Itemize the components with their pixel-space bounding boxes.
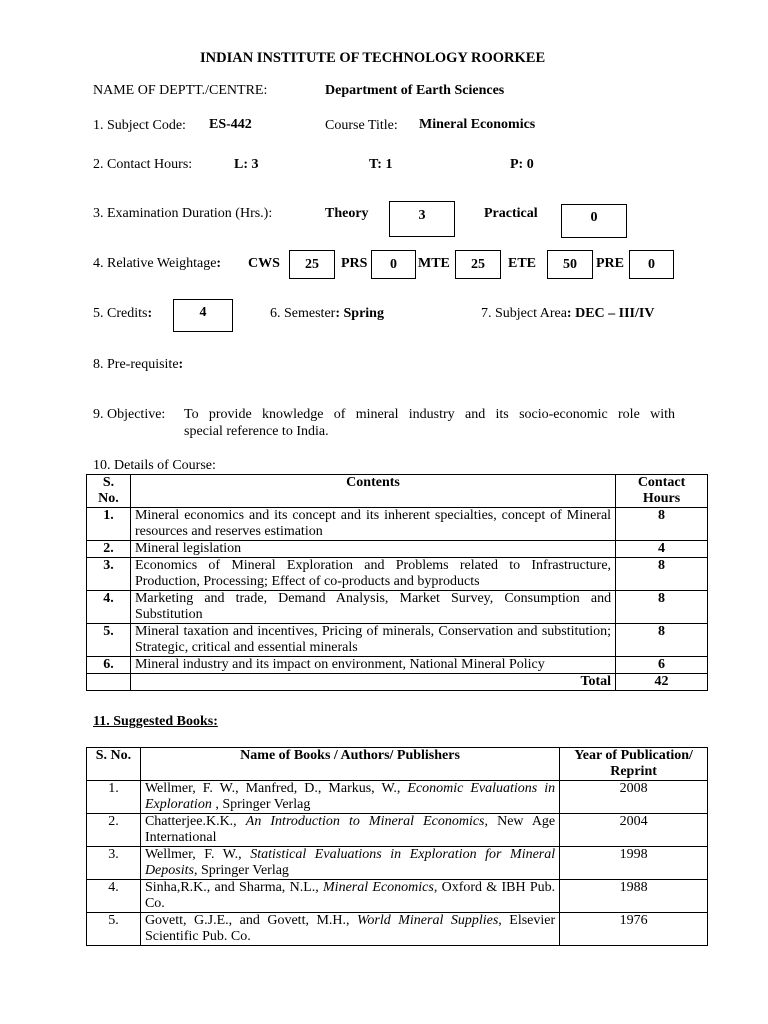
book-authors: Wellmer, F. W., Manfred, D., Markus, W., bbox=[144, 781, 408, 796]
row-content: Mineral industry and its impact on environment, National Mineral Policy bbox=[130, 657, 615, 674]
book-sno: 2. bbox=[87, 814, 141, 847]
pre-box: 0 bbox=[629, 250, 674, 279]
row-content: Mineral legislation bbox=[130, 541, 615, 558]
semester-wrap: 6. Semester: Spring bbox=[270, 306, 384, 321]
weightage-label-wrap: 4. Relative Weightage: bbox=[93, 256, 222, 271]
book-authors: Wellmer, F. W., bbox=[144, 847, 251, 862]
objective-label: 9. Objective: bbox=[93, 407, 166, 422]
book-entry bbox=[140, 913, 559, 946]
row-sno: 6. bbox=[87, 657, 131, 674]
book-authors: Sinha,R.K., and Sharma, N.L., bbox=[144, 880, 324, 895]
subject-code-label: 1. Subject Code: bbox=[93, 118, 186, 133]
row-hours: 8 bbox=[616, 591, 708, 624]
dept-value: Department of Earth Sciences bbox=[325, 83, 505, 98]
credits-label-wrap: 5. Credits: bbox=[93, 306, 153, 321]
total-value: 42 bbox=[616, 674, 708, 691]
cws-label: CWS bbox=[248, 256, 280, 271]
total-empty bbox=[87, 674, 131, 691]
table-row bbox=[87, 558, 708, 591]
row-hours: 8 bbox=[616, 508, 708, 541]
practical-box: 0 bbox=[561, 204, 627, 238]
col-contents: Contents bbox=[130, 475, 615, 508]
table-row bbox=[87, 847, 708, 880]
contact-p: P: 0 bbox=[510, 157, 534, 172]
table-row bbox=[87, 781, 708, 814]
book-authors: Govett, G.J.E., and Govett, M.H., bbox=[144, 913, 358, 928]
cws-box: 25 bbox=[289, 250, 335, 279]
course-table bbox=[86, 474, 708, 691]
dept-label: NAME OF DEPTT./CENTRE: bbox=[93, 83, 268, 98]
book-entry bbox=[140, 781, 559, 814]
row-content: Mineral taxation and incentives, Pricing of minerals, Conservation and substitution; Strategic, critical and essential minerals bbox=[130, 624, 615, 657]
book-title: An Introduction to Mineral Economics bbox=[245, 814, 485, 829]
semester-label: 6. Semester bbox=[270, 306, 336, 321]
row-content: Economics of Mineral Exploration and Problems related to Infrastructure, Production, Processing; Effect of co-products and byproducts bbox=[130, 558, 615, 591]
course-details-heading: 10. Details of Course: bbox=[93, 458, 216, 473]
contact-hours-label: 2. Contact Hours: bbox=[93, 157, 193, 172]
table-row bbox=[87, 591, 708, 624]
book-year: 1998 bbox=[560, 847, 708, 880]
book-publisher: , Oxford & IBH Pub. Co. bbox=[144, 880, 556, 911]
objective-line2: special reference to India. bbox=[184, 424, 329, 439]
ete-label: ETE bbox=[508, 256, 537, 271]
row-sno: 5. bbox=[87, 624, 131, 657]
table-row bbox=[87, 814, 708, 847]
book-year: 1976 bbox=[560, 913, 708, 946]
book-title: Economic Evaluations in Exploration bbox=[144, 781, 556, 812]
table-row bbox=[87, 880, 708, 913]
row-sno: 1. bbox=[87, 508, 131, 541]
exam-duration-label: 3. Examination Duration (Hrs.): bbox=[93, 206, 273, 221]
contact-l: L: 3 bbox=[234, 157, 259, 172]
pre-label: PRE bbox=[596, 256, 624, 271]
row-hours: 8 bbox=[616, 624, 708, 657]
book-publisher: , Springer Verlag bbox=[193, 863, 289, 878]
subject-area-value: DEC – III/IV bbox=[575, 306, 655, 321]
book-title: Mineral Economics bbox=[323, 880, 434, 895]
prereq-wrap: 8. Pre-requisite: bbox=[93, 357, 184, 372]
book-title: World Mineral Supplies bbox=[357, 913, 499, 928]
theory-box: 3 bbox=[389, 201, 455, 237]
weightage-label: 4. Relative Weightage bbox=[93, 256, 217, 271]
books-col-name: Name of Books / Authors/ Publishers bbox=[140, 748, 559, 781]
book-sno: 1. bbox=[87, 781, 141, 814]
prereq-label: 8. Pre-requisite bbox=[93, 357, 179, 372]
book-entry bbox=[140, 847, 559, 880]
row-sno: 2. bbox=[87, 541, 131, 558]
row-hours: 4 bbox=[616, 541, 708, 558]
subject-area-label: 7. Subject Area bbox=[481, 306, 567, 321]
books-col-sno: S. No. bbox=[87, 748, 141, 781]
course-header-row bbox=[87, 475, 708, 508]
total-row bbox=[87, 674, 708, 691]
prs-label: PRS bbox=[341, 256, 368, 271]
table-row bbox=[87, 541, 708, 558]
subject-area-wrap: 7. Subject Area: DEC – III/IV bbox=[481, 306, 655, 321]
subject-code: ES-442 bbox=[209, 117, 252, 132]
mte-box: 25 bbox=[455, 250, 501, 279]
ete-box: 50 bbox=[547, 250, 593, 279]
semester-value: Spring bbox=[343, 306, 384, 321]
theory-label: Theory bbox=[325, 206, 369, 221]
books-heading: 11. Suggested Books: bbox=[93, 714, 218, 729]
table-row bbox=[87, 624, 708, 657]
total-label: Total bbox=[130, 674, 615, 691]
course-title-label: Course Title: bbox=[325, 118, 398, 133]
row-content: Marketing and trade, Demand Analysis, Market Survey, Consumption and Substitution bbox=[130, 591, 615, 624]
book-entry bbox=[140, 814, 559, 847]
books-table bbox=[86, 747, 708, 946]
table-row bbox=[87, 657, 708, 674]
page-title: INDIAN INSTITUTE OF TECHNOLOGY ROORKEE bbox=[200, 50, 546, 66]
books-header-row bbox=[87, 748, 708, 781]
book-sno: 3. bbox=[87, 847, 141, 880]
contact-t: T: 1 bbox=[369, 157, 393, 172]
prs-box: 0 bbox=[371, 250, 416, 279]
book-sno: 5. bbox=[87, 913, 141, 946]
credits-label: 5. Credits bbox=[93, 306, 148, 321]
book-publisher: , Springer Verlag bbox=[211, 797, 311, 812]
book-year: 1988 bbox=[560, 880, 708, 913]
book-authors: Chatterjee.K.K., bbox=[144, 814, 246, 829]
books-col-year: Year of Publication/ Reprint bbox=[560, 748, 708, 781]
row-hours: 6 bbox=[616, 657, 708, 674]
table-row bbox=[87, 913, 708, 946]
book-sno: 4. bbox=[87, 880, 141, 913]
col-sno: S. No. bbox=[87, 475, 131, 508]
col-hours: Contact Hours bbox=[616, 475, 708, 508]
book-publisher: , Elsevier Scientific Pub. Co. bbox=[144, 913, 556, 944]
book-title: Statistical Evaluations in Exploration for Mineral Deposits bbox=[144, 847, 556, 878]
book-year: 2004 bbox=[560, 814, 708, 847]
row-hours: 8 bbox=[616, 558, 708, 591]
mte-label: MTE bbox=[418, 256, 450, 271]
row-sno: 4. bbox=[87, 591, 131, 624]
book-year: 2008 bbox=[560, 781, 708, 814]
book-publisher: , New Age International bbox=[144, 814, 556, 845]
row-sno: 3. bbox=[87, 558, 131, 591]
row-content: Mineral economics and its concept and its inherent specialties, concept of Mineral resources and reserves estimation bbox=[130, 508, 615, 541]
practical-label: Practical bbox=[484, 206, 538, 221]
objective-line1: To provide knowledge of mineral industry and its socio-economic role with bbox=[184, 407, 675, 422]
book-entry bbox=[140, 880, 559, 913]
table-row bbox=[87, 508, 708, 541]
course-title: Mineral Economics bbox=[419, 117, 536, 132]
credits-box: 4 bbox=[173, 299, 233, 332]
